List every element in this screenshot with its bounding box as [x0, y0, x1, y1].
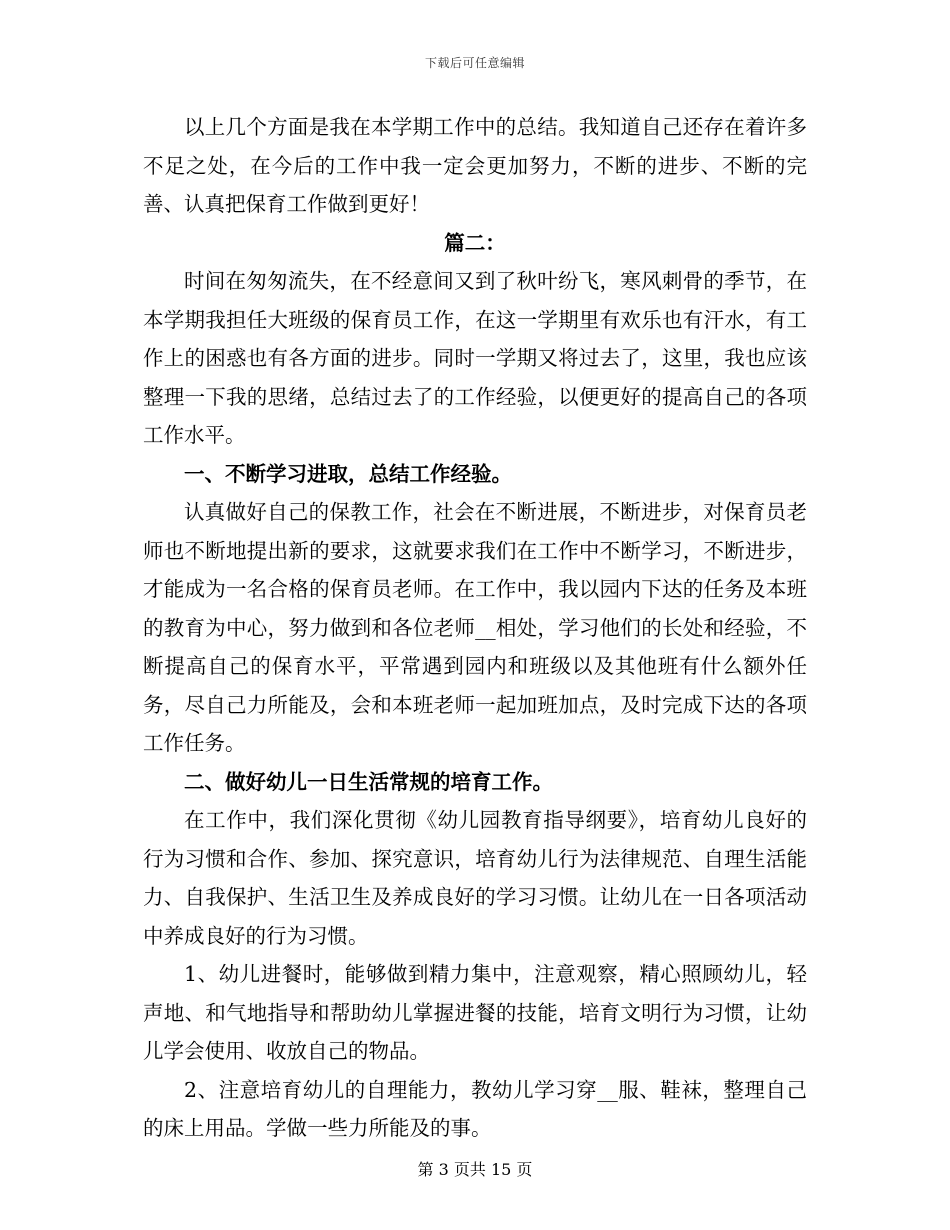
body-paragraph: 认真做好自己的保教工作，社会在不断进展，不断进步，对保育员老师也不断地提出新的要求，这就要求我们在工作中不断学习，不断进步，才能成为一名合格的保育员老师。在工作中，我以园内下达的任务及本班的教育为中心，努力做到和各位老师__相处，学习他们的长处和经验，不断提高自己的保育水平，平常遇到园内和班级以及其他班有什么额外任务，尽自己力所能及，会和本班老师一起加班加点，及时完成下达的各项工作任务。 [143, 500, 807, 755]
section-heading: 一、不断学习进取，总结工作经验。 [184, 461, 512, 486]
body-paragraph: 时间在匆匆流失，在不经意间又到了秋叶纷飞，寒风刺骨的季节，在本学期我担任大班级的保育员工作，在这一学期里有欢乐也有汗水，有工作上的困惑也有各方面的进步。同时一学期又将过去了，这里，我也应该整理一下我的思绪，总结过去了的工作经验，以便更好的提高自己的各项工作水平。 [143, 269, 807, 447]
section-title: 篇二： [444, 230, 506, 255]
section-heading: 二、做好幼儿一日生活常规的培育工作。 [184, 769, 553, 794]
page-header: 下载后可任意编辑 [424, 56, 525, 70]
body-paragraph: 2、注意培育幼儿的自理能力，教幼儿学习穿__服、鞋袜，整理自己的床上用品。学做一些力所能及的事。 [143, 1077, 807, 1140]
body-paragraph: 1、幼儿进餐时，能够做到精力集中，注意观察，精心照顾幼儿，轻声地、和气地指导和帮助幼儿掌握进餐的技能，培育文明行为习惯，让幼儿学会使用、收放自己的物品。 [143, 962, 807, 1063]
page-footer: 第 3 页共 15 页 [417, 1160, 533, 1179]
body-paragraph: 以上几个方面是我在本学期工作中的总结。我知道自己还存在着许多不足之处，在今后的工作中我一定会更加努力，不断的进步、不断的完善、认真把保育工作做到更好！ [143, 115, 807, 216]
document-body [143, 108, 807, 1148]
body-paragraph: 在工作中，我们深化贯彻《幼儿园教育指导纲要》，培育幼儿良好的行为习惯和合作、参加、探究意识，培育幼儿行为法律规范、自理生活能力、自我保护、生活卫生及养成良好的学习习惯。让幼儿在一日各项活动中养成良好的行为习惯。 [143, 808, 807, 948]
